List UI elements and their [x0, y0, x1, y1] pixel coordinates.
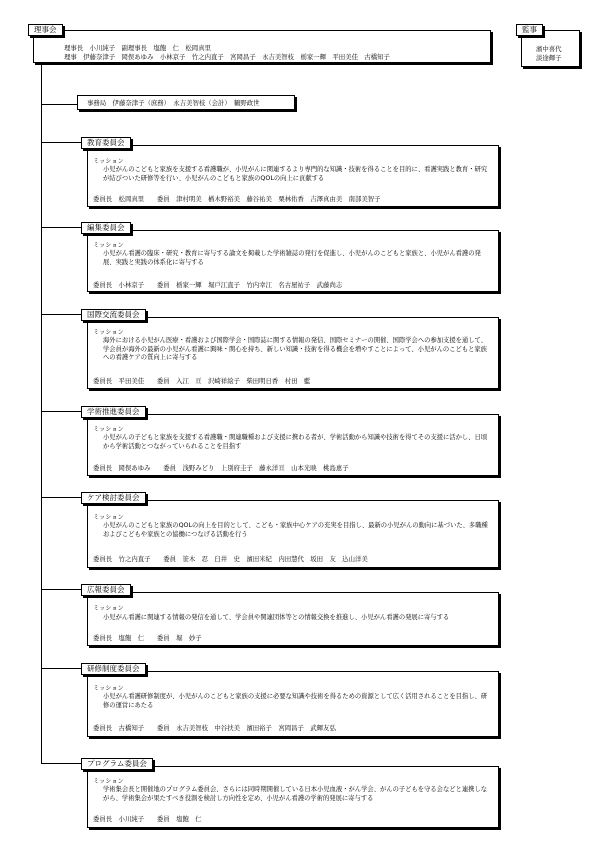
mission-text: 小児がん看護に関連する情報の発信を通して、学会員や関連団体等との情報交換を推進し、小児がん看護の発展に寄与する — [103, 614, 450, 621]
branch-committee-4 — [41, 411, 81, 412]
committee-members: 委員長 小川純子 委員 塩飽 仁 — [93, 815, 202, 823]
board-title: 理事会 — [28, 24, 63, 36]
branch-committee-8 — [41, 763, 81, 764]
mission-text: 小児がん看護研修制度が、小児がんのこどもと家族の支援に必要な知識や技術を得るための資源として広く活用されることを目指し、研修の運営にあたる — [103, 693, 488, 709]
trunk-line — [41, 62, 42, 764]
mission-text: 小児がんのこどもと家族のQOLの向上を目的として、こども・家族中心ケアの充実を目指し、最新の小児がんの動向に基づいた、多職種およびこどもや家族との協働につなげる活動を行う — [103, 522, 488, 538]
branch-committee-7 — [41, 668, 81, 669]
committee-title-training: 研修制度委員会 — [81, 663, 146, 675]
committee-members: 委員長 塩飽 仁 委員 堀 妙子 — [93, 634, 202, 642]
committee-title-editorial: 編集委員会 — [81, 222, 131, 234]
mission-label: ミッション — [93, 242, 124, 249]
mission-label: ミッション — [93, 158, 124, 165]
mission-label: ミッション — [93, 778, 124, 785]
committee-members: 委員長 松岡真里 委員 津村明美 楢木野裕美 藤谷祐美 栗林佑香 吉澤真由美 南部美智子 — [93, 195, 381, 203]
mission-text: 小児がんのこどもと家族を支援する看護職が、小児がんに関連するより専門的な知識・技術を得ることを目的に、看護実践と教育・研究が結びついた研修等を行い、小児がんのこどもと家族のQOLの向上に貢献する — [103, 166, 488, 182]
committee-title-program: プログラム委員会 — [81, 758, 153, 770]
branch-committee-3 — [41, 314, 81, 315]
mission-label: ミッション — [93, 605, 124, 612]
mission-label: ミッション — [93, 685, 124, 692]
auditor-title: 監事 — [516, 24, 543, 36]
committee-title-care: ケア検討委員会 — [81, 492, 146, 504]
committee-title-education: 教育委員会 — [81, 137, 131, 149]
board-officers: 理事長 小川純子 副理事長 塩飽 仁 松岡真里 — [64, 44, 211, 52]
auditor-member-2: 淡途輝子 — [536, 54, 562, 62]
mission-text: 学術集会長と開催地のプログラム委員会、さらには同時期開催している日本小児血液・がん学会、がんの子どもを守る会などと連携しながら、学術集会が果たすべき役割を検討し方向性を定め、小児がん看護の学術的発展に寄与する — [103, 786, 488, 802]
mission-label: ミッション — [93, 329, 124, 336]
board-directors: 理事 伊藤奈津子 岡俣あゆみ 小林京子 竹之内直子 宮岡昌子 永吉美智枝 栃家一輝 平田美佳 古橋知子 — [64, 53, 390, 61]
auditor-member-1: 濱中喜代 — [536, 45, 562, 53]
committee-members: 委員長 竹之内直子 委員 笹木 忍 臼井 史 濱田米紀 内田慧代 坂田 友 込山洋美 — [93, 555, 368, 563]
secretariat-text: 事務局 伊藤奈津子（庶務） 永吉美智枝（会計） 鶴野政世 — [87, 99, 260, 107]
committee-title-academic: 学術推進委員会 — [81, 406, 146, 418]
branch-committee-6 — [41, 589, 81, 590]
branch-committee-2 — [41, 227, 81, 228]
branch-committee-1 — [41, 142, 81, 143]
committee-title-international: 国際交流委員会 — [81, 309, 146, 321]
mission-text: 海外における小児がん医療・看護および国際学会・国際誌に関する情報の発信、国際セミナーの開催、国際学会への参加支援を通して、学会員が海外の最新の小児がん看護に興味・関心を持ち、新しい知識・技術を得る機会を増やすことによって、小児がんのこどもと家族への看護ケアの質向上に寄与する — [103, 337, 487, 362]
mission-label: ミッション — [93, 514, 124, 521]
mission-label: ミッション — [93, 426, 124, 433]
branch-committee-5 — [41, 497, 81, 498]
mission-text: 小児がんの子どもと家族を支援する看護職・関連職種および支援に携わる者が、学術活動から知識や技術を得てその支援に活かし、日頃から学術活動とつながっていられることを目指す — [103, 434, 488, 450]
committee-title-pr: 広報委員会 — [81, 584, 131, 596]
committee-members: 委員長 小林京子 委員 栃家一輝 堀戸江直子 竹内幸江 名古屋祐子 武藤尚志 — [93, 281, 343, 289]
branch-secretariat — [41, 104, 77, 105]
committee-members: 委員長 古橋知子 委員 永吉美智枝 中谷扶美 濱田裕子 宮岡昌子 武輝友弘 — [93, 724, 336, 732]
committee-members: 委員長 岡俣あゆみ 委員 浅野みどり 上別府圭子 藤永洋亘 山本光映 桃島恵子 — [93, 464, 349, 472]
committee-members: 委員長 平田美佳 委員 入江 亘 沢崎祥絵子 柴田明日香 村田 藍 — [93, 377, 311, 385]
mission-text: 小児がん看護の臨床・研究・教育に寄与する論文を掲載した学術雑誌の発行を促進し、小児がんのこどもと家族と、小児がん看護の発展、実践と実践の体系化に寄与する — [103, 250, 481, 266]
